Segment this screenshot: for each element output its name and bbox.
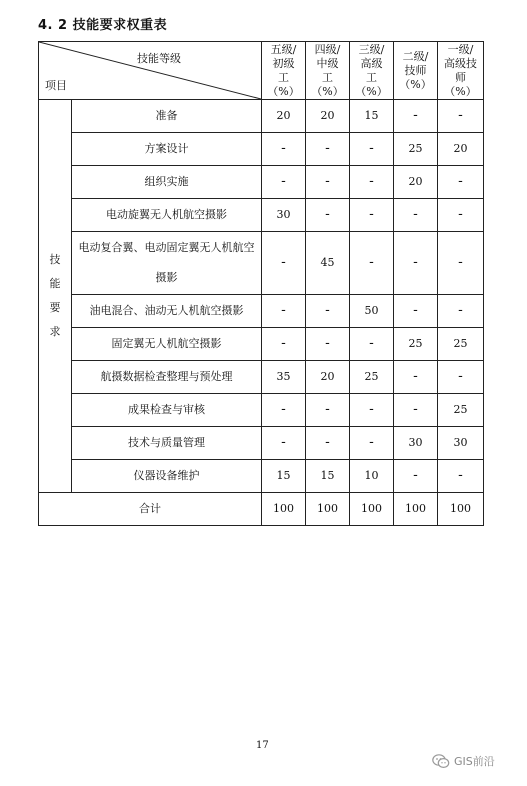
value-cell: - [438, 460, 484, 493]
level-header-4: 四级/ 中级 工 （%） [306, 42, 350, 100]
page-number: 17 [256, 740, 269, 751]
value-cell: - [350, 232, 394, 295]
value-cell: - [262, 133, 306, 166]
value-cell: - [438, 199, 484, 232]
table-row [39, 460, 484, 493]
value-cell: 20 [262, 100, 306, 133]
item-cell: 电动旋翼无人机航空摄影 [72, 199, 262, 232]
value-cell: - [350, 427, 394, 460]
value-cell: - [350, 394, 394, 427]
value-cell: - [262, 295, 306, 328]
value-cell: - [350, 166, 394, 199]
value-cell: - [306, 328, 350, 361]
table-row [39, 133, 484, 166]
value-cell: 25 [350, 361, 394, 394]
table-header-row [39, 42, 484, 100]
table-row [39, 328, 484, 361]
value-cell: 25 [394, 328, 438, 361]
value-cell: 20 [438, 133, 484, 166]
item-cell: 航摄数据检查整理与预处理 [72, 361, 262, 394]
table-row [39, 394, 484, 427]
value-cell: - [262, 427, 306, 460]
value-cell: 25 [438, 328, 484, 361]
total-value-cell: 100 [394, 493, 438, 526]
total-value-cell: 100 [306, 493, 350, 526]
watermark-text: GIS前沿 [454, 755, 495, 768]
item-cell: 电动复合翼、电动固定翼无人机航空摄影 [72, 232, 262, 295]
table-row [39, 295, 484, 328]
table-row [39, 199, 484, 232]
value-cell: 15 [306, 460, 350, 493]
item-cell: 仪器设备维护 [72, 460, 262, 493]
value-cell: 25 [394, 133, 438, 166]
value-cell: 30 [394, 427, 438, 460]
value-cell: 20 [394, 166, 438, 199]
item-cell: 准备 [72, 100, 262, 133]
total-value-cell: 100 [438, 493, 484, 526]
corner-diagonal-line [39, 42, 261, 99]
value-cell: 15 [262, 460, 306, 493]
item-cell: 油电混合、油动无人机航空摄影 [72, 295, 262, 328]
value-cell: - [350, 199, 394, 232]
value-cell: 25 [438, 394, 484, 427]
value-cell: - [350, 133, 394, 166]
value-cell: - [350, 328, 394, 361]
item-cell: 技术与质量管理 [72, 427, 262, 460]
table-row [39, 100, 484, 133]
value-cell: - [306, 199, 350, 232]
value-cell: - [262, 394, 306, 427]
value-cell: 15 [350, 100, 394, 133]
table-total-row [39, 493, 484, 526]
value-cell: - [306, 166, 350, 199]
section-title: 4. 2 技能要求权重表 [38, 18, 168, 33]
item-cell: 组织实施 [72, 166, 262, 199]
value-cell: - [394, 394, 438, 427]
value-cell: - [438, 166, 484, 199]
value-cell: - [394, 100, 438, 133]
value-cell: - [394, 232, 438, 295]
table-row [39, 232, 484, 295]
value-cell: - [262, 232, 306, 295]
value-cell: - [262, 166, 306, 199]
value-cell: 20 [306, 361, 350, 394]
corner-header-cell [39, 42, 262, 100]
watermark [432, 753, 495, 769]
corner-item-label: 项目 [45, 79, 67, 92]
total-label-cell: 合计 [39, 493, 262, 526]
level-header-1: 一级/ 高级技 师 （%） [438, 42, 484, 100]
value-cell: - [262, 328, 306, 361]
value-cell: - [306, 133, 350, 166]
value-cell: - [394, 460, 438, 493]
corner-skill-level-label: 技能等级 [137, 52, 181, 65]
level-header-5: 五级/ 初级 工 （%） [262, 42, 306, 100]
total-value-cell: 100 [262, 493, 306, 526]
value-cell: - [394, 199, 438, 232]
item-cell: 固定翼无人机航空摄影 [72, 328, 262, 361]
value-cell: 30 [262, 199, 306, 232]
value-cell: 45 [306, 232, 350, 295]
value-cell: - [438, 232, 484, 295]
value-cell: 35 [262, 361, 306, 394]
value-cell: - [438, 295, 484, 328]
value-cell: - [306, 427, 350, 460]
total-value-cell: 100 [350, 493, 394, 526]
value-cell: 30 [438, 427, 484, 460]
value-cell: - [306, 394, 350, 427]
value-cell: - [306, 295, 350, 328]
value-cell: 50 [350, 295, 394, 328]
value-cell: - [438, 100, 484, 133]
table-row [39, 361, 484, 394]
table-row [39, 427, 484, 460]
table-row [39, 166, 484, 199]
value-cell: - [394, 295, 438, 328]
item-cell: 方案设计 [72, 133, 262, 166]
value-cell: 10 [350, 460, 394, 493]
level-header-3: 三级/ 高级 工 （%） [350, 42, 394, 100]
group-label-skill-requirements: 技 能 要 求 [39, 100, 72, 493]
value-cell: - [394, 361, 438, 394]
skill-weight-table [38, 41, 484, 526]
level-header-2: 二级/ 技师 （%） [394, 42, 438, 100]
value-cell: 20 [306, 100, 350, 133]
item-cell: 成果检查与审核 [72, 394, 262, 427]
value-cell: - [438, 361, 484, 394]
wechat-logo-icon [432, 754, 450, 769]
